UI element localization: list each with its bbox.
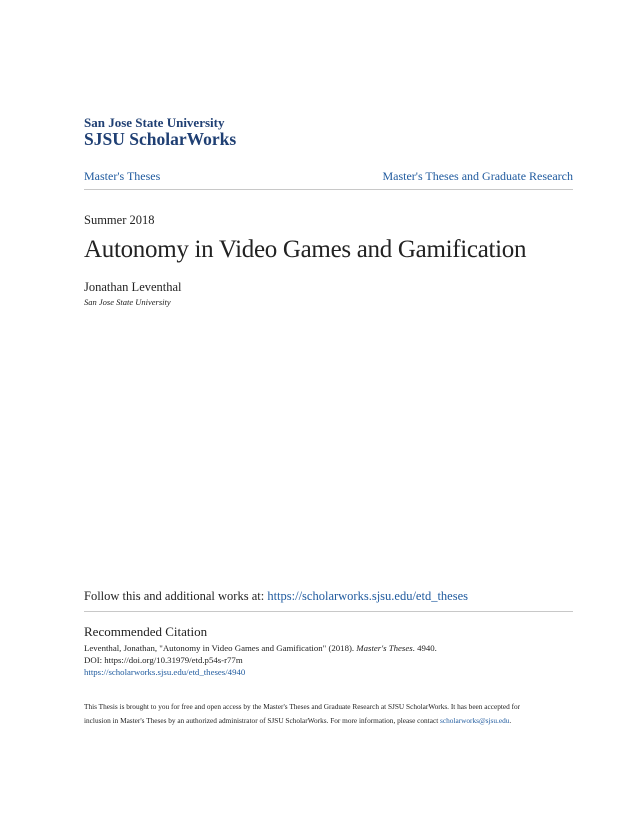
author-affiliation: San Jose State University	[84, 297, 171, 307]
contact-email-link[interactable]: scholarworks@sjsu.edu	[440, 716, 510, 725]
notice-line-1: This Thesis is brought to you for free and open access by the Master's Theses and Graduate Research at SJSU ScholarWorks. It has been accepted for	[84, 702, 521, 711]
follow-prefix: Follow this and additional works at:	[84, 589, 268, 603]
follow-divider	[84, 611, 573, 612]
follow-url-link[interactable]: https://scholarworks.sjsu.edu/etd_theses	[267, 589, 468, 603]
masters-theses-link[interactable]: Master's Theses	[84, 169, 161, 183]
document-title: Autonomy in Video Games and Gamification	[84, 236, 527, 263]
repository-name: SJSU ScholarWorks	[84, 129, 237, 149]
citation-number: . 4940.	[412, 643, 437, 653]
notice-line-2	[84, 714, 520, 728]
notice-line-2-end: .	[509, 716, 512, 725]
citation-url-link[interactable]: https://scholarworks.sjsu.edu/etd_theses/4940	[84, 667, 246, 677]
citation-block	[84, 642, 437, 678]
masters-theses-graduate-research-link[interactable]: Master's Theses and Graduate Research	[382, 169, 573, 183]
university-name: San Jose State University	[84, 115, 225, 130]
recommended-citation-heading: Recommended Citation	[84, 624, 208, 639]
citation-text: Leventhal, Jonathan, "Autonomy in Video Games and Gamification" (2018).	[84, 643, 357, 653]
citation-series: Master's Theses	[356, 643, 413, 653]
citation-line	[84, 642, 437, 654]
follow-line	[84, 589, 468, 604]
citation-doi: DOI: https://doi.org/10.31979/etd.p54s-r77m	[84, 655, 243, 665]
publication-date: Summer 2018	[84, 213, 155, 227]
access-notice	[84, 700, 520, 728]
header-divider	[84, 189, 573, 190]
author-name: Jonathan Leventhal	[84, 280, 182, 294]
notice-line-2-text: inclusion in Master's Theses by an authorized administrator of SJSU ScholarWorks. For more information, please contact	[84, 716, 441, 725]
